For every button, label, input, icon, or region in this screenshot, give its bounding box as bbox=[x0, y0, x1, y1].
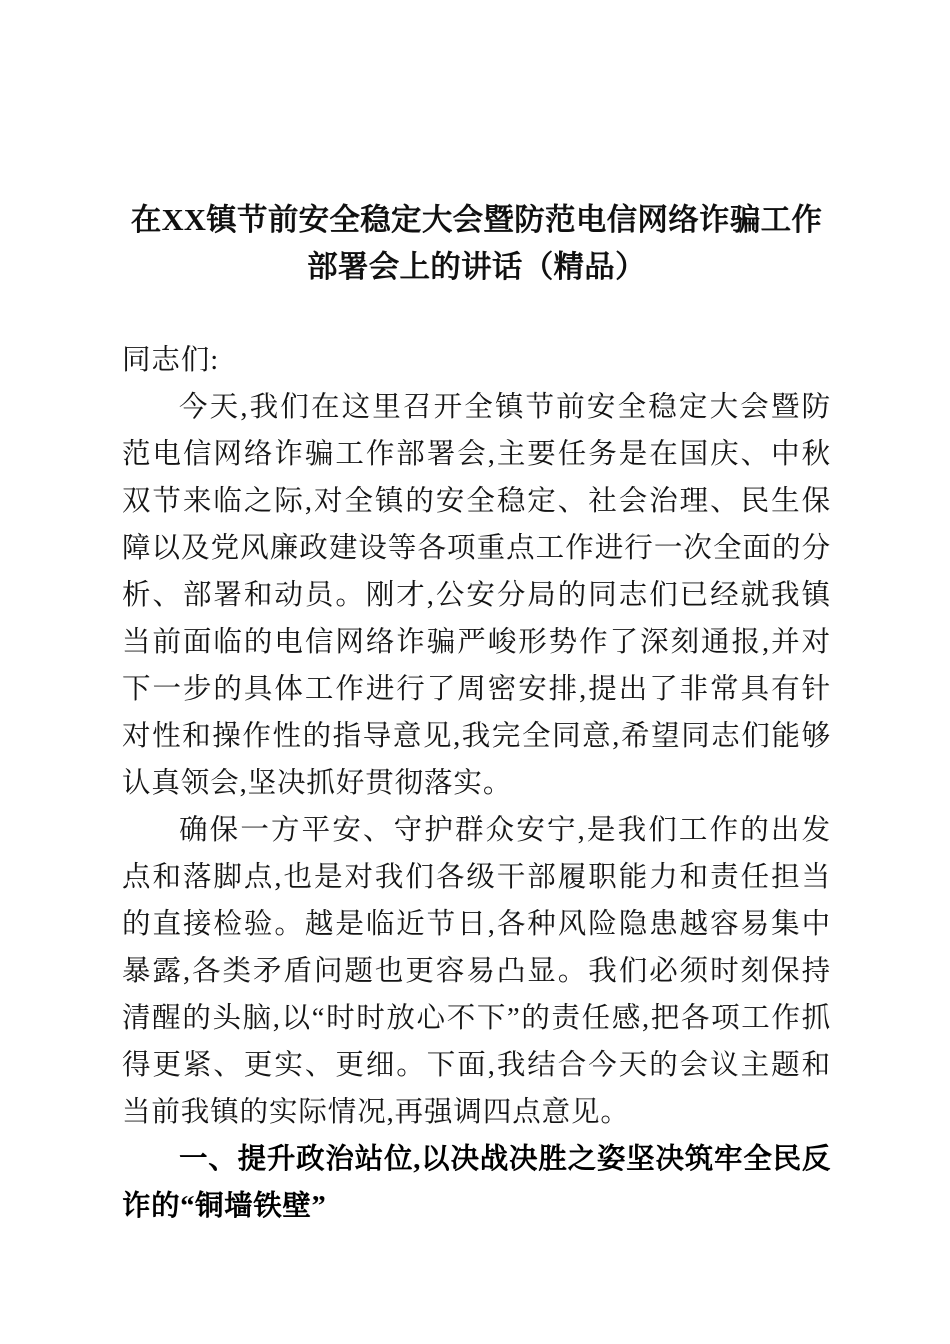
body-paragraph-1: 今天,我们在这里召开全镇节前安全稳定大会暨防范电信网络诈骗工作部署会,主要任务是在国庆、中秋双节来临之际,对全镇的安全稳定、社会治理、民生保障以及党风廉政建设等各项重点工作进行一次全面的分析、部署和动员。刚才,公安分局的同志们已经就我镇当前面临的电信网络诈骗严峻形势作了深刻通报,并对下一步的具体工作进行了周密安排,提出了非常具有针对性和操作性的指导意见,我完全同意,希望同志们能够认真领会,坚决抓好贯彻落实。 bbox=[122, 392, 831, 799]
document-body bbox=[122, 337, 831, 1230]
salutation-line: 同志们: bbox=[122, 345, 220, 376]
section-heading-1: 一、提升政治站位,以决战决胜之姿坚决筑牢全民反诈的“铜墙铁壁” bbox=[122, 1144, 831, 1222]
page-title: 在XX镇节前安全稳定大会暨防范电信网络诈骗工作部署会上的讲话（精品） bbox=[130, 203, 823, 284]
body-paragraph-2: 确保一方平安、守护群众安宁,是我们工作的出发点和落脚点,也是对我们各级干部履职能力和责任担当的直接检验。越是临近节日,各种风险隐患越容易集中暴露,各类矛盾问题也更容易凸显。我们必须时刻保持清醒的头脑,以“时时放心不下”的责任感,把各项工作抓得更紧、更实、更细。下面,我结合今天的会议主题和当前我镇的实际情况,再强调四点意见。 bbox=[122, 815, 831, 1128]
